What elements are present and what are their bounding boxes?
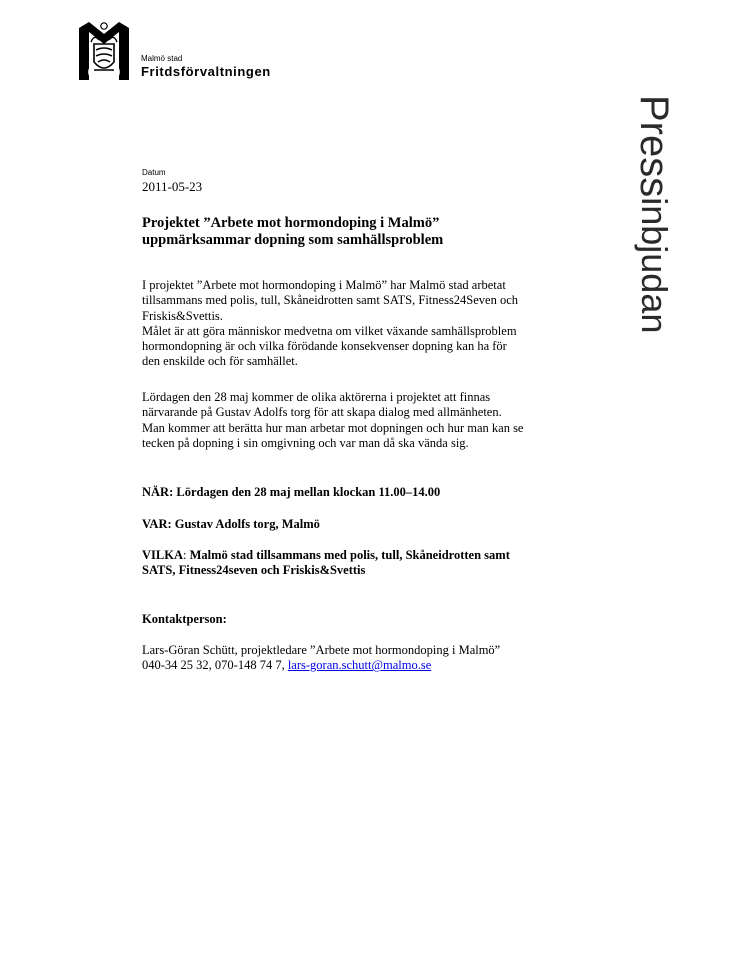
who-text-line2: SATS, Fitness24seven och Friskis&Svettis bbox=[142, 563, 366, 578]
title-part-inbjudan: inbjudan bbox=[634, 197, 675, 334]
title-part-press: Press bbox=[632, 95, 676, 198]
text-line: Man kommer att berätta hur man arbetar mot dopningen och hur man kan se bbox=[142, 420, 524, 435]
text-line: Lördagen den 28 maj kommer de olika aktörerna i projektet att finnas bbox=[142, 390, 491, 404]
event-who bbox=[142, 548, 582, 579]
who-colon: : bbox=[182, 548, 187, 562]
text-line: I projektet ”Arbete mot hormondoping i Malmö” har Malmö stad arbetat bbox=[142, 278, 506, 292]
org-name-small: Malmö stad bbox=[141, 54, 183, 63]
paragraph-event bbox=[142, 390, 582, 451]
malmo-logo bbox=[77, 20, 131, 82]
text-line: den enskilde och för samhället. bbox=[142, 354, 298, 369]
when-text: NÄR: Lördagen den 28 maj mellan klockan 11.00–14.00 bbox=[142, 485, 441, 499]
text-line: hormondopning är och vilka förödande konsekvenser dopning kan ha för bbox=[142, 339, 507, 354]
org-name-department: Fritdsförvaltningen bbox=[141, 64, 271, 79]
headline-line: Projektet ”Arbete mot hormondoping i Malmö” bbox=[142, 215, 440, 231]
contact-name-line: Lars-Göran Schütt, projektledare ”Arbete mot hormondoping i Malmö” bbox=[142, 643, 501, 657]
who-label: VILKA bbox=[142, 548, 183, 562]
text-line: Målet är att göra människor medvetna om vilket växande samhällsproblem bbox=[142, 323, 517, 338]
who-text: Malmö stad tillsammans med polis, tull, Skåneidrotten samt bbox=[186, 548, 510, 562]
contact-email-link[interactable]: lars-goran.schutt@malmo.se bbox=[287, 658, 432, 673]
text-line: tecken på dopning i sin omgivning och var man då ska vända sig. bbox=[142, 435, 469, 450]
paragraph-intro bbox=[142, 278, 582, 370]
contact-heading: Kontaktperson: bbox=[142, 612, 227, 626]
text-line: tillsammans med polis, tull, Skåneidrotten samt SATS, Fitness24Seven och bbox=[142, 293, 519, 308]
document-type-title bbox=[634, 95, 674, 333]
contact-details bbox=[142, 643, 582, 674]
event-when bbox=[142, 485, 582, 500]
date-label: Datum bbox=[142, 168, 166, 177]
headline-line: uppmärksammar dopning som samhällsproblem bbox=[142, 232, 444, 248]
text-line: närvarande på Gustav Adolfs torg för att skapa dialog med allmänheten. bbox=[142, 405, 502, 420]
date-value: 2011-05-23 bbox=[142, 179, 203, 194]
headline bbox=[142, 215, 582, 249]
where-text: VAR: Gustav Adolfs torg, Malmö bbox=[142, 517, 320, 531]
event-where bbox=[142, 517, 582, 532]
text-line: Friskis&Svettis. bbox=[142, 308, 223, 323]
contact-phones: 040-34 25 32, 070-148 74 7, bbox=[142, 658, 288, 673]
